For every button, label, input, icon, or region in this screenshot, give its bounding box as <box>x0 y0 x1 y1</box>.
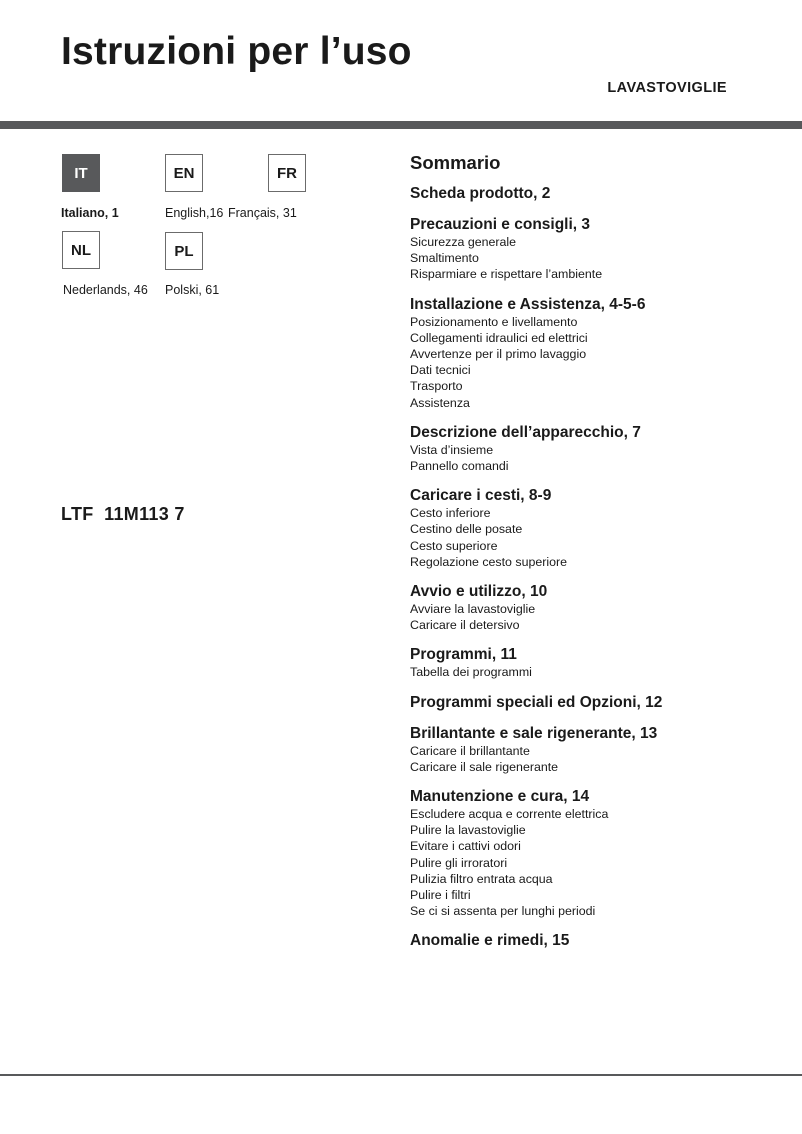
toc-item[interactable]: Cesto inferiore <box>410 506 491 521</box>
toc-section-brillantante[interactable] <box>410 724 790 775</box>
toc-section-title[interactable]: Caricare i cesti, 8-9 <box>410 487 552 505</box>
toc-item[interactable]: Se ci si assenta per lunghi periodi <box>410 904 596 919</box>
toc-item[interactable]: Assistenza <box>410 395 470 410</box>
lang-label-en[interactable]: English,16 <box>165 206 224 220</box>
table-of-contents <box>410 152 790 962</box>
lang-label-fr[interactable]: Français, 31 <box>228 206 297 220</box>
toc-section-title[interactable]: Programmi, 11 <box>410 646 517 664</box>
toc-item[interactable]: Pulire la lavastoviglie <box>410 823 526 838</box>
toc-section-installazione[interactable] <box>410 295 790 411</box>
toc-section-title[interactable]: Programmi speciali ed Opzioni, 12 <box>410 693 663 711</box>
toc-section-descrizione[interactable] <box>410 423 790 474</box>
toc-section-title[interactable]: Precauzioni e consigli, 3 <box>410 216 591 233</box>
toc-section-title[interactable]: Anomalie e rimedi, 15 <box>410 932 570 950</box>
toc-item[interactable]: Avviare la lavastoviglie <box>410 602 536 617</box>
toc-item[interactable]: Smaltimento <box>410 251 479 266</box>
lang-box-fr[interactable]: FR <box>268 154 306 192</box>
header-divider <box>0 121 802 129</box>
toc-item[interactable]: Escludere acqua e corrente elettrica <box>410 807 609 822</box>
toc-section-title[interactable]: Manutenzione e cura, 14 <box>410 788 590 806</box>
lang-label-pl[interactable]: Polski, 61 <box>165 283 220 297</box>
toc-section-avvio[interactable] <box>410 582 790 633</box>
toc-section-manutenzione[interactable] <box>410 787 790 919</box>
lang-box-it[interactable]: IT <box>62 154 100 192</box>
toc-section-precauzioni[interactable] <box>410 215 790 283</box>
toc-item[interactable]: Cesto superiore <box>410 538 498 553</box>
toc-item[interactable]: Avvertenze per il primo lavaggio <box>410 347 587 362</box>
toc-item[interactable]: Sicurezza generale <box>410 235 517 249</box>
toc-item[interactable]: Evitare i cattivi odori <box>410 839 521 854</box>
model-number: LTF 11M113 7 <box>61 504 185 524</box>
toc-item[interactable]: Caricare il sale rigenerante <box>410 759 559 774</box>
toc-section-programmi[interactable] <box>410 645 790 680</box>
lang-box-nl[interactable]: NL <box>62 231 100 269</box>
toc-section-title[interactable]: Brillantante e sale rigenerante, 13 <box>410 724 658 742</box>
toc-item[interactable]: Trasporto <box>410 379 463 394</box>
toc-item[interactable]: Dati tecnici <box>410 363 471 378</box>
toc-section-caricare-cesti[interactable] <box>410 486 790 570</box>
toc-section-programmi-speciali[interactable] <box>410 693 790 712</box>
toc-item[interactable]: Risparmiare e rispettare l’ambiente <box>410 267 603 282</box>
toc-section-title[interactable]: Avvio e utilizzo, 10 <box>410 583 548 601</box>
lang-box-en[interactable]: EN <box>165 154 203 192</box>
lang-label-nl[interactable]: Nederlands, 46 <box>63 283 148 297</box>
toc-section-scheda-prodotto[interactable] <box>410 184 790 203</box>
toc-section-anomalie[interactable] <box>410 931 790 950</box>
lang-box-pl[interactable]: PL <box>165 232 203 270</box>
toc-item[interactable]: Caricare il detersivo <box>410 618 520 633</box>
product-type: LAVASTOVIGLIE <box>607 80 727 96</box>
toc-item[interactable]: Collegamenti idraulici ed elettrici <box>410 330 588 345</box>
page-title: Istruzioni per l’uso <box>61 30 412 73</box>
toc-heading: Sommario <box>410 152 501 173</box>
toc-item[interactable]: Regolazione cesto superiore <box>410 554 568 569</box>
toc-item[interactable]: Pulizia filtro entrata acqua <box>410 871 553 886</box>
toc-item[interactable]: Posizionamento e livellamento <box>410 314 578 329</box>
toc-item[interactable]: Vista d’insieme <box>410 442 494 457</box>
lang-label-it[interactable]: Italiano, 1 <box>61 206 119 220</box>
footer-divider <box>0 1074 802 1076</box>
toc-item[interactable]: Tabella dei programmi <box>410 665 532 680</box>
toc-section-title[interactable]: Scheda prodotto, 2 <box>410 185 551 202</box>
toc-section-title[interactable]: Installazione e Assistenza, 4-5-6 <box>410 295 646 313</box>
toc-item[interactable]: Pannello comandi <box>410 459 509 474</box>
toc-section-title[interactable]: Descrizione dell’apparecchio, 7 <box>410 423 641 441</box>
toc-item[interactable]: Pulire gli irroratori <box>410 855 508 870</box>
toc-item[interactable]: Caricare il brillantante <box>410 743 530 758</box>
toc-item[interactable]: Pulire i filtri <box>410 888 471 903</box>
toc-item[interactable]: Cestino delle posate <box>410 522 523 537</box>
